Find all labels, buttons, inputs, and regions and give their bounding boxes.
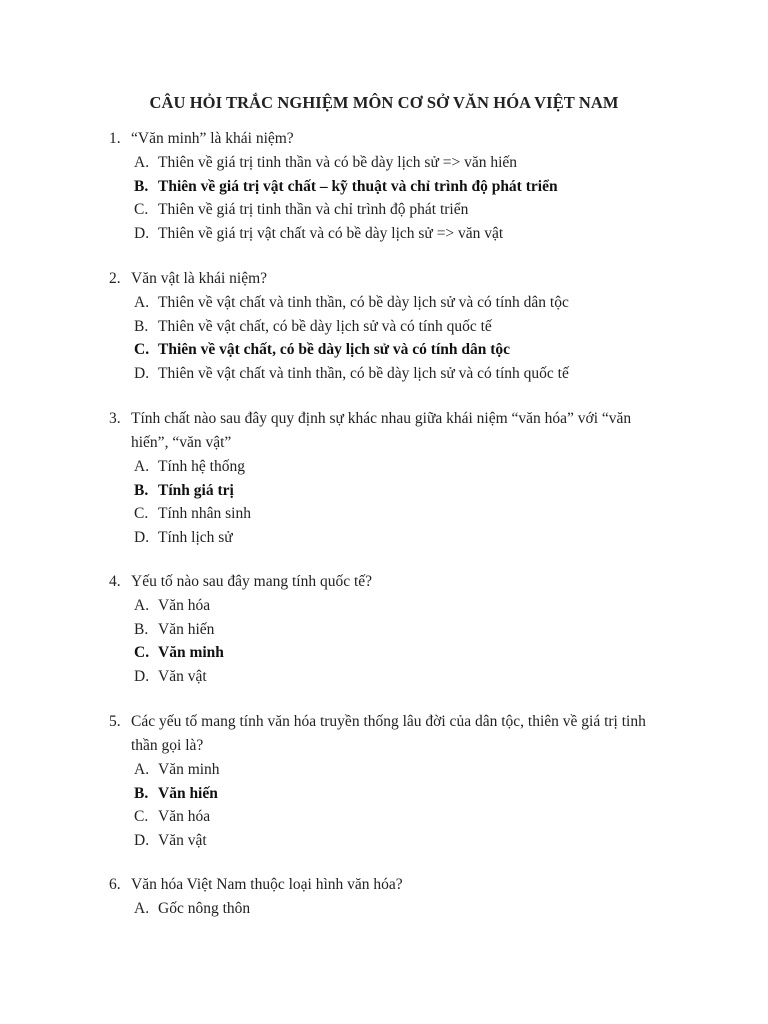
option-text: Thiên về vật chất và tinh thần, có bề dày lịch sử và có tính dân tộc <box>158 294 569 311</box>
option-letter: D. <box>134 831 150 849</box>
question-1 <box>0 127 768 245</box>
question-number: 4. <box>109 573 121 590</box>
question-text-line-1: Các yếu tố mang tính văn hóa truyền thống lâu đời của dân tộc, thiên về giá trị tinh <box>131 713 646 730</box>
option-d <box>0 526 768 550</box>
option-letter: B. <box>134 317 149 335</box>
option-a <box>0 594 768 618</box>
option-letter: C. <box>134 808 149 825</box>
option-a <box>0 151 768 175</box>
option-letter: A. <box>134 761 150 778</box>
option-letter: A. <box>134 294 150 311</box>
option-a <box>0 291 768 315</box>
option-letter: C. <box>134 644 150 661</box>
option-letter: B. <box>134 177 149 195</box>
option-d <box>0 362 768 386</box>
question-3 <box>0 407 768 549</box>
option-text: Gốc nông thôn <box>158 900 251 917</box>
option-text: Thiên về giá trị tinh thần và chỉ trình độ phát triển <box>158 201 469 218</box>
option-letter: D. <box>134 528 150 546</box>
option-text: Thiên về giá trị vật chất và có bề dày lịch sử => văn vật <box>158 224 504 242</box>
option-text: Văn hóa <box>158 597 211 614</box>
option-letter: C. <box>134 341 150 358</box>
question-2 <box>0 267 768 385</box>
option-text: Thiên về vật chất, có bề dày lịch sử và có tính dân tộc <box>158 341 511 358</box>
option-c <box>0 198 768 222</box>
option-text: Văn hiến <box>158 784 218 802</box>
option-text: Văn vật <box>158 831 207 849</box>
option-b-correct <box>0 782 768 806</box>
option-c <box>0 502 768 526</box>
option-letter: D. <box>134 364 150 382</box>
option-letter: C. <box>134 505 149 522</box>
option-b-correct <box>0 479 768 503</box>
option-b-correct <box>0 175 768 199</box>
option-text: Thiên về vật chất, có bề dày lịch sử và có tính quốc tế <box>158 317 492 335</box>
option-letter: B. <box>134 620 149 638</box>
question-5 <box>0 710 768 852</box>
question-text-line-2: thần gọi là? <box>131 737 204 754</box>
option-c <box>0 805 768 829</box>
option-text: Văn minh <box>158 644 224 661</box>
question-4 <box>0 570 768 688</box>
question-text-line-1: Tính chất nào sau đây quy định sự khác nhau giữa khái niệm “văn hóa” với “văn <box>131 410 632 427</box>
question-text: “Văn minh” là khái niệm? <box>131 130 294 147</box>
option-letter: D. <box>134 224 150 242</box>
option-d <box>0 829 768 853</box>
option-letter: A. <box>134 597 150 614</box>
option-text: Văn minh <box>158 761 220 778</box>
document-title: CÂU HỎI TRẮC NGHIỆM MÔN CƠ SỞ VĂN HÓA VIỆT NAM <box>149 93 619 112</box>
option-text: Tính giá trị <box>158 481 234 499</box>
option-text: Thiên về giá trị tinh thần và có bề dày lịch sử => văn hiến <box>158 154 518 171</box>
question-number: 1. <box>109 130 121 147</box>
question-number: 6. <box>109 876 121 893</box>
option-text: Văn vật <box>158 667 207 685</box>
option-letter: A. <box>134 458 150 475</box>
option-letter: D. <box>134 667 150 685</box>
option-a <box>0 897 768 921</box>
option-b <box>0 315 768 339</box>
option-d <box>0 665 768 689</box>
option-text: Tính nhân sinh <box>158 505 251 522</box>
option-letter: A. <box>134 154 150 171</box>
option-letter: B. <box>134 481 149 499</box>
question-text: Yếu tố nào sau đây mang tính quốc tế? <box>131 573 373 590</box>
option-c-correct <box>0 338 768 362</box>
question-number: 2. <box>109 270 121 287</box>
question-number: 3. <box>109 410 121 427</box>
option-b <box>0 618 768 642</box>
option-d <box>0 222 768 246</box>
option-letter: A. <box>134 900 150 917</box>
option-text: Văn hiến <box>158 620 215 638</box>
option-a <box>0 758 768 782</box>
question-number: 5. <box>109 713 121 730</box>
question-text-line-2: hiến”, “văn vật” <box>131 434 232 451</box>
option-letter: B. <box>134 784 149 802</box>
option-c-correct <box>0 641 768 665</box>
option-text: Văn hóa <box>158 808 211 825</box>
option-text: Tính hệ thống <box>158 458 245 475</box>
option-text: Thiên về giá trị vật chất – kỹ thuật và chỉ trình độ phát triển <box>158 177 558 195</box>
option-text: Thiên về vật chất và tinh thần, có bề dày lịch sử và có tính quốc tế <box>158 364 569 382</box>
question-text: Văn vật là khái niệm? <box>131 270 268 287</box>
option-letter: C. <box>134 201 149 218</box>
question-text: Văn hóa Việt Nam thuộc loại hình văn hóa? <box>131 876 403 893</box>
question-6 <box>0 873 768 921</box>
option-a <box>0 455 768 479</box>
option-text: Tính lịch sử <box>158 528 233 546</box>
